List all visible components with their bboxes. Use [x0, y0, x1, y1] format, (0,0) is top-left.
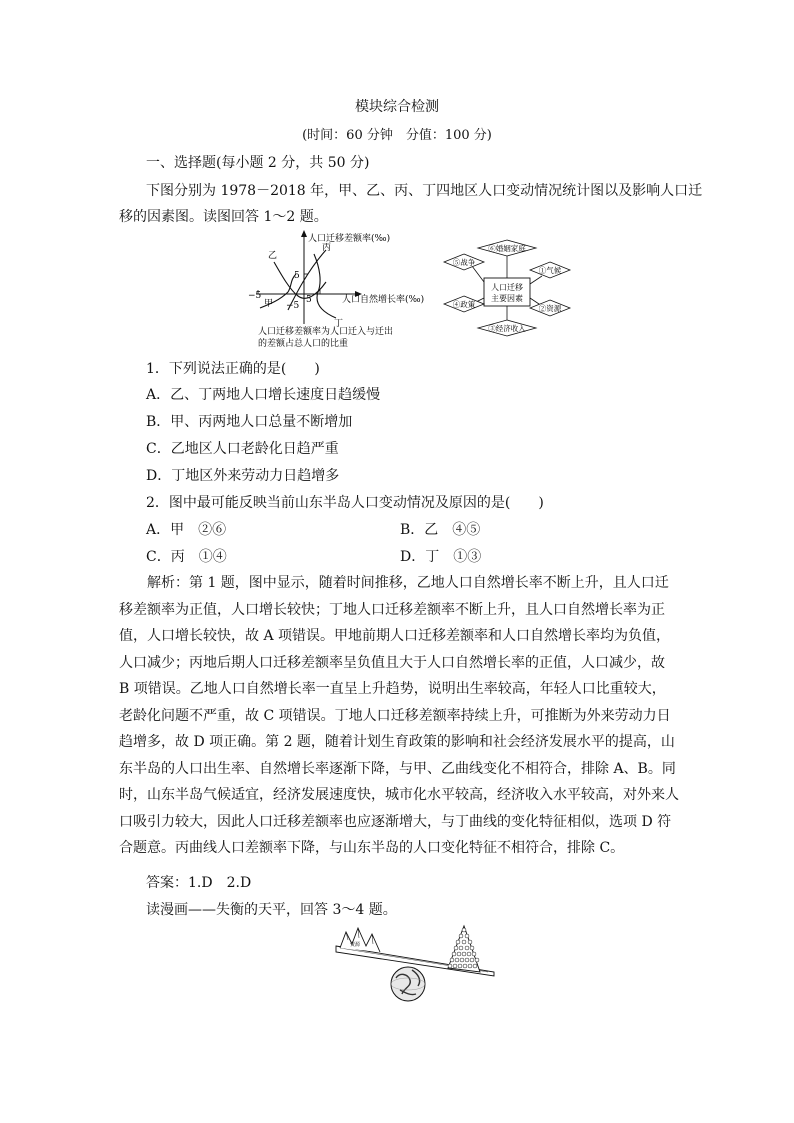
- tick-label-x-neg5: −5: [248, 291, 262, 301]
- q2-option-d: D．丁 ①③: [400, 549, 482, 565]
- q2-stem: 2．图中最可能反映当前山东半岛人口变动情况及原因的是( ): [146, 495, 544, 511]
- q2-option-c: C．丙 ①④: [146, 549, 227, 565]
- center-line-1: 人口迁移: [491, 283, 523, 292]
- q2-options-row-1: [146, 519, 480, 539]
- intro-line-1: 下图分别为 1978－2018 年，甲、乙、丙、丁四地区人口变动情况统计图以及影响人口迁: [146, 183, 703, 199]
- factor-label-3: ③经济收入: [488, 324, 526, 333]
- q2-option-b: B．乙 ④⑤: [400, 522, 481, 538]
- curve-label-yi: 乙: [268, 251, 278, 261]
- graph-caption-line2: 的差额占总人口的比重: [258, 339, 349, 349]
- page-title: 模块综合检测: [355, 99, 439, 115]
- answer-line: 答案：1.D 2.D: [146, 875, 252, 891]
- q2-options-row-2: [146, 546, 481, 566]
- curve-label-ding: 丁: [334, 319, 344, 329]
- curve-label-bing: 丙: [322, 243, 332, 253]
- q1-option-a: A．乙、丁两地人口增长速度日趋缓慢: [146, 387, 381, 403]
- section-heading: 一、选择题(每小题 2 分，共 50 分): [146, 155, 370, 171]
- curve-ding: [314, 254, 336, 318]
- q1-stem: 1．下列说法正确的是( ): [146, 361, 320, 377]
- graph-caption-line1: 人口迁移差额率为人口迁入与迁出: [258, 327, 394, 337]
- factor-label-2: ②资源: [538, 304, 562, 313]
- section2-intro: 读漫画——失衡的天平，回答 3～4 题。: [146, 902, 397, 918]
- tick-label-x5: 5: [306, 295, 312, 305]
- q1-option-b: B．甲、丙两地人口总量不断增加: [146, 414, 353, 430]
- analysis-block: [119, 570, 679, 862]
- page-subtitle: (时间：60 分钟 分值：100 分): [302, 128, 492, 143]
- tick-label-y-neg5: −5: [286, 301, 300, 311]
- analysis-text: 解析：第 1 题，图中显示，随着时间推移，乙地人口自然增长率不断上升，且人口迁移差额率为正值，人口增长较快；丁地人口迁移差额率不断上升，且人口自然增长率为正值，人口增长较快，故 A 项错误。甲地前期人口迁移差额率和人口自然增长率均为负值，人口减少；丙地后期人口迁移差额率呈负值且大于人口自然增长率的正值，人口减少，故 B 项错误。乙地人口自然增长率一直呈上升趋势，说明出生率较高，年轻人口比重较大，老龄化问题不严重，故 C 项错误。丁地人口迁移差额率持续上升，可推断为外来劳动力日趋增多，故 D 项正确。第 2 题，随着计划生育政策的影响和社会经济发展水平的提高，山东半岛的人口出生率、自然增长率逐渐下降，与甲、乙曲线变化不相符合，排除 A、B。同时，山东半岛气候适宜，经济发展速度快，城市化水平较高，经济收入水平较高，对外来人口吸引力较大，因此人口迁移差额率也应逐渐增大，与丁曲线的变化特征相似，选项 D 符合题意。丙曲线人口差额率下降，与山东半岛的人口变化特征不相符合，排除 C。: [119, 575, 679, 856]
- q1-option-c: C．乙地区人口老龄化日趋严重: [146, 441, 339, 457]
- tick-label-y5: 5: [294, 271, 300, 281]
- factor-label-1: ①气候: [538, 266, 562, 275]
- y-axis-label: 人口迁移差额率(‰): [308, 234, 391, 244]
- population-change-graph: [250, 224, 440, 350]
- left-resource-mountains: [340, 928, 380, 952]
- left-pan-label: 资源: [350, 942, 361, 948]
- x-axis-label: 人口自然增长率(‰): [342, 295, 425, 305]
- factor-label-6: ⑥婚姻家庭: [488, 244, 526, 253]
- intro-line-2: 移的因素图。读图回答 1～2 题。: [119, 209, 328, 225]
- factor-label-5: ⑤战争: [452, 258, 476, 267]
- globe-fulcrum-icon: [391, 967, 425, 1001]
- q1-option-d: D．丁地区外来劳动力日趋增多: [146, 468, 340, 484]
- unbalanced-scale-cartoon: [328, 920, 500, 1006]
- migration-factors-diagram: [444, 238, 572, 338]
- y-axis-arrow: [301, 230, 307, 237]
- center-line-2: 主要因素: [491, 294, 523, 303]
- curve-label-jia: 甲: [264, 299, 274, 309]
- factor-label-4: ④政策: [452, 300, 476, 309]
- q2-option-a: A．甲 ②⑥: [146, 522, 227, 538]
